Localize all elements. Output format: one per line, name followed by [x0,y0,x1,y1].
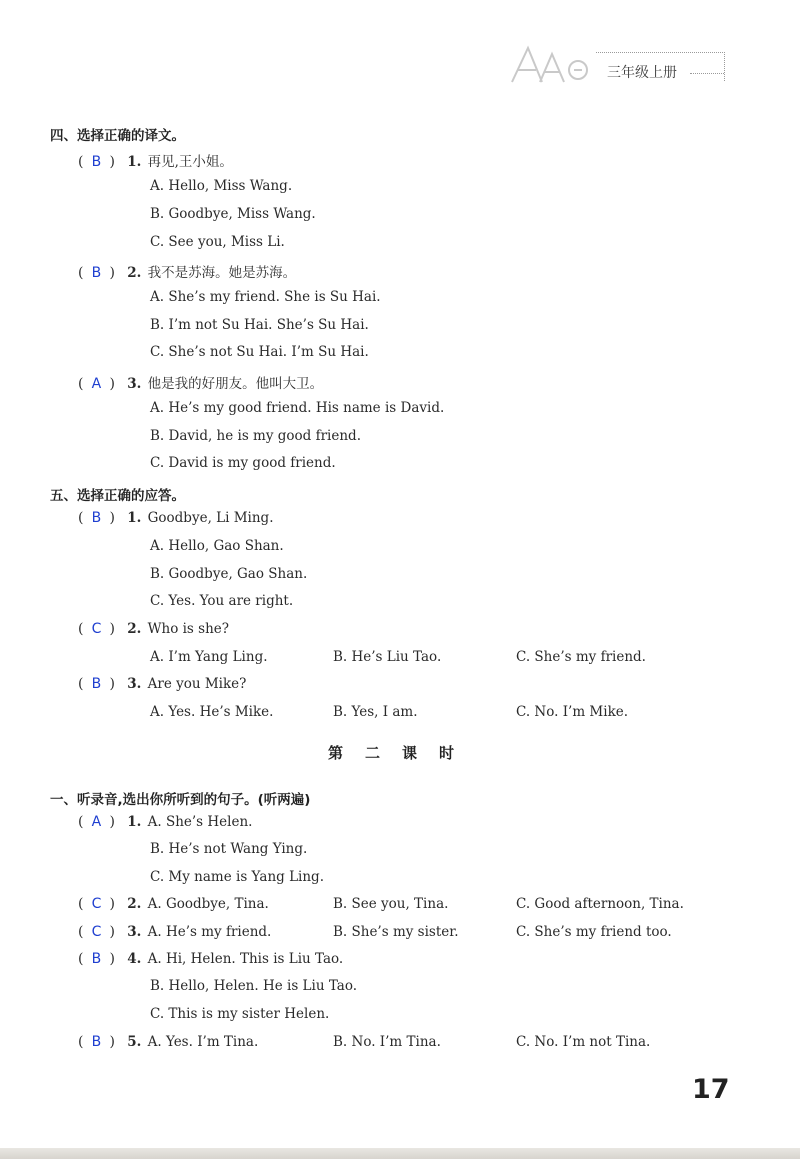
question-number: 1. [127,154,142,170]
question-number: 5. [127,1034,142,1050]
question-number: 4. [127,951,142,967]
option-c: C. Good afternoon, Tina. [516,896,684,912]
section-4-title: 四、选择正确的译文。 [50,128,185,144]
question-number: 3. [127,924,142,940]
s4-question-2: ( B ) 2. 我不是苏海。她是苏海。 [78,265,297,281]
option-a: A. She’s Helen. [147,814,253,830]
option-b: B. Goodbye, Miss Wang. [150,206,316,222]
grade-dotted-line [690,73,724,74]
option-a: A. Yes. He’s Mike. [150,704,274,720]
question-number: 2. [127,265,142,281]
option-a: A. Yes. I’m Tina. [147,1034,259,1050]
option-c: C. This is my sister Helen. [150,1006,330,1022]
answer-mark: A [91,376,102,392]
section-1-title: 一、听录音,选出你所听到的句子。(听两遍) [50,792,311,808]
option-b: B. No. I’m Tina. [333,1034,441,1050]
question-number: 2. [127,896,142,912]
option-b: B. Yes, I am. [333,704,418,720]
option-c: C. She’s not Su Hai. I’m Su Hai. [150,344,369,360]
grade-label: 三年级上册 [607,65,677,81]
question-number: 1. [127,510,142,526]
option-c: C. See you, Miss Li. [150,234,285,250]
answer-mark: B [91,676,102,692]
s4-question-3: ( A ) 3. 他是我的好朋友。他叫大卫。 [78,376,324,392]
option-a: A. Hello, Gao Shan. [150,538,284,554]
s5-question-2: ( C ) 2. Who is she? [78,621,230,637]
option-c: C. Yes. You are right. [150,593,294,609]
option-b: B. She’s my sister. [333,924,459,940]
answer-mark: B [91,510,102,526]
answer-mark: C [91,924,102,940]
answer-mark: B [91,154,102,170]
option-b: B. I’m not Su Hai. She’s Su Hai. [150,317,369,333]
question-text: Who is she? [147,621,230,637]
option-c: C. My name is Yang Ling. [150,869,324,885]
option-a: A. Hello, Miss Wang. [150,178,293,194]
option-c: C. She’s my friend. [516,649,646,665]
question-number: 3. [127,676,142,692]
question-text: 他是我的好朋友。他叫大卫。 [147,376,324,392]
s5-question-3: ( B ) 3. Are you Mike? [78,676,247,692]
option-b: B. He’s Liu Tao. [333,649,442,665]
option-c: C. David is my good friend. [150,455,336,471]
option-b: B. See you, Tina. [333,896,449,912]
page-number: 17 [692,1074,730,1105]
question-text: 我不是苏海。她是苏海。 [147,265,297,281]
option-a: A. Goodbye, Tina. [147,896,269,912]
page-edge [0,1148,800,1159]
section-5-title: 五、选择正确的应答。 [50,488,185,504]
question-text: Are you Mike? [147,676,247,692]
answer-mark: B [91,951,102,967]
option-b: B. Goodbye, Gao Shan. [150,566,308,582]
option-c: C. No. I’m Mike. [516,704,629,720]
option-b: B. Hello, Helen. He is Liu Tao. [150,978,358,994]
option-b: B. David, he is my good friend. [150,428,361,444]
s1-question-4: ( B ) 4. A. Hi, Helen. This is Liu Tao. [78,951,344,967]
s1-question-3: ( C ) 3. A. He’s my friend. [78,924,272,940]
lesson-title: 第二课时 [328,744,477,762]
option-b: B. He’s not Wang Ying. [150,841,308,857]
answer-mark: A [91,814,102,830]
question-text: 再见,王小姐。 [147,154,233,170]
option-c: C. No. I’m not Tina. [516,1034,651,1050]
s5-question-1: ( B ) 1. Goodbye, Li Ming. [78,510,274,526]
answer-mark: C [91,896,102,912]
s1-question-1: ( A ) 1. A. She’s Helen. [78,814,253,830]
option-a: A. Hi, Helen. This is Liu Tao. [147,951,344,967]
answer-mark: B [91,265,102,281]
s1-question-5: ( B ) 5. A. Yes. I’m Tina. [78,1034,259,1050]
question-number: 3. [127,376,142,392]
option-c: C. She’s my friend too. [516,924,672,940]
answer-mark: C [91,621,102,637]
answer-mark: B [91,1034,102,1050]
question-number: 1. [127,814,142,830]
option-a: A. He’s my good friend. His name is David. [150,400,445,416]
book-logo-icon [508,44,600,86]
option-a: A. I’m Yang Ling. [150,649,268,665]
option-a: A. She’s my friend. She is Su Hai. [150,289,381,305]
question-number: 2. [127,621,142,637]
s4-question-1: ( B ) 1. 再见,王小姐。 [78,154,233,170]
option-a: A. He’s my friend. [147,924,272,940]
question-text: Goodbye, Li Ming. [147,510,274,526]
s1-question-2: ( C ) 2. A. Goodbye, Tina. [78,896,269,912]
